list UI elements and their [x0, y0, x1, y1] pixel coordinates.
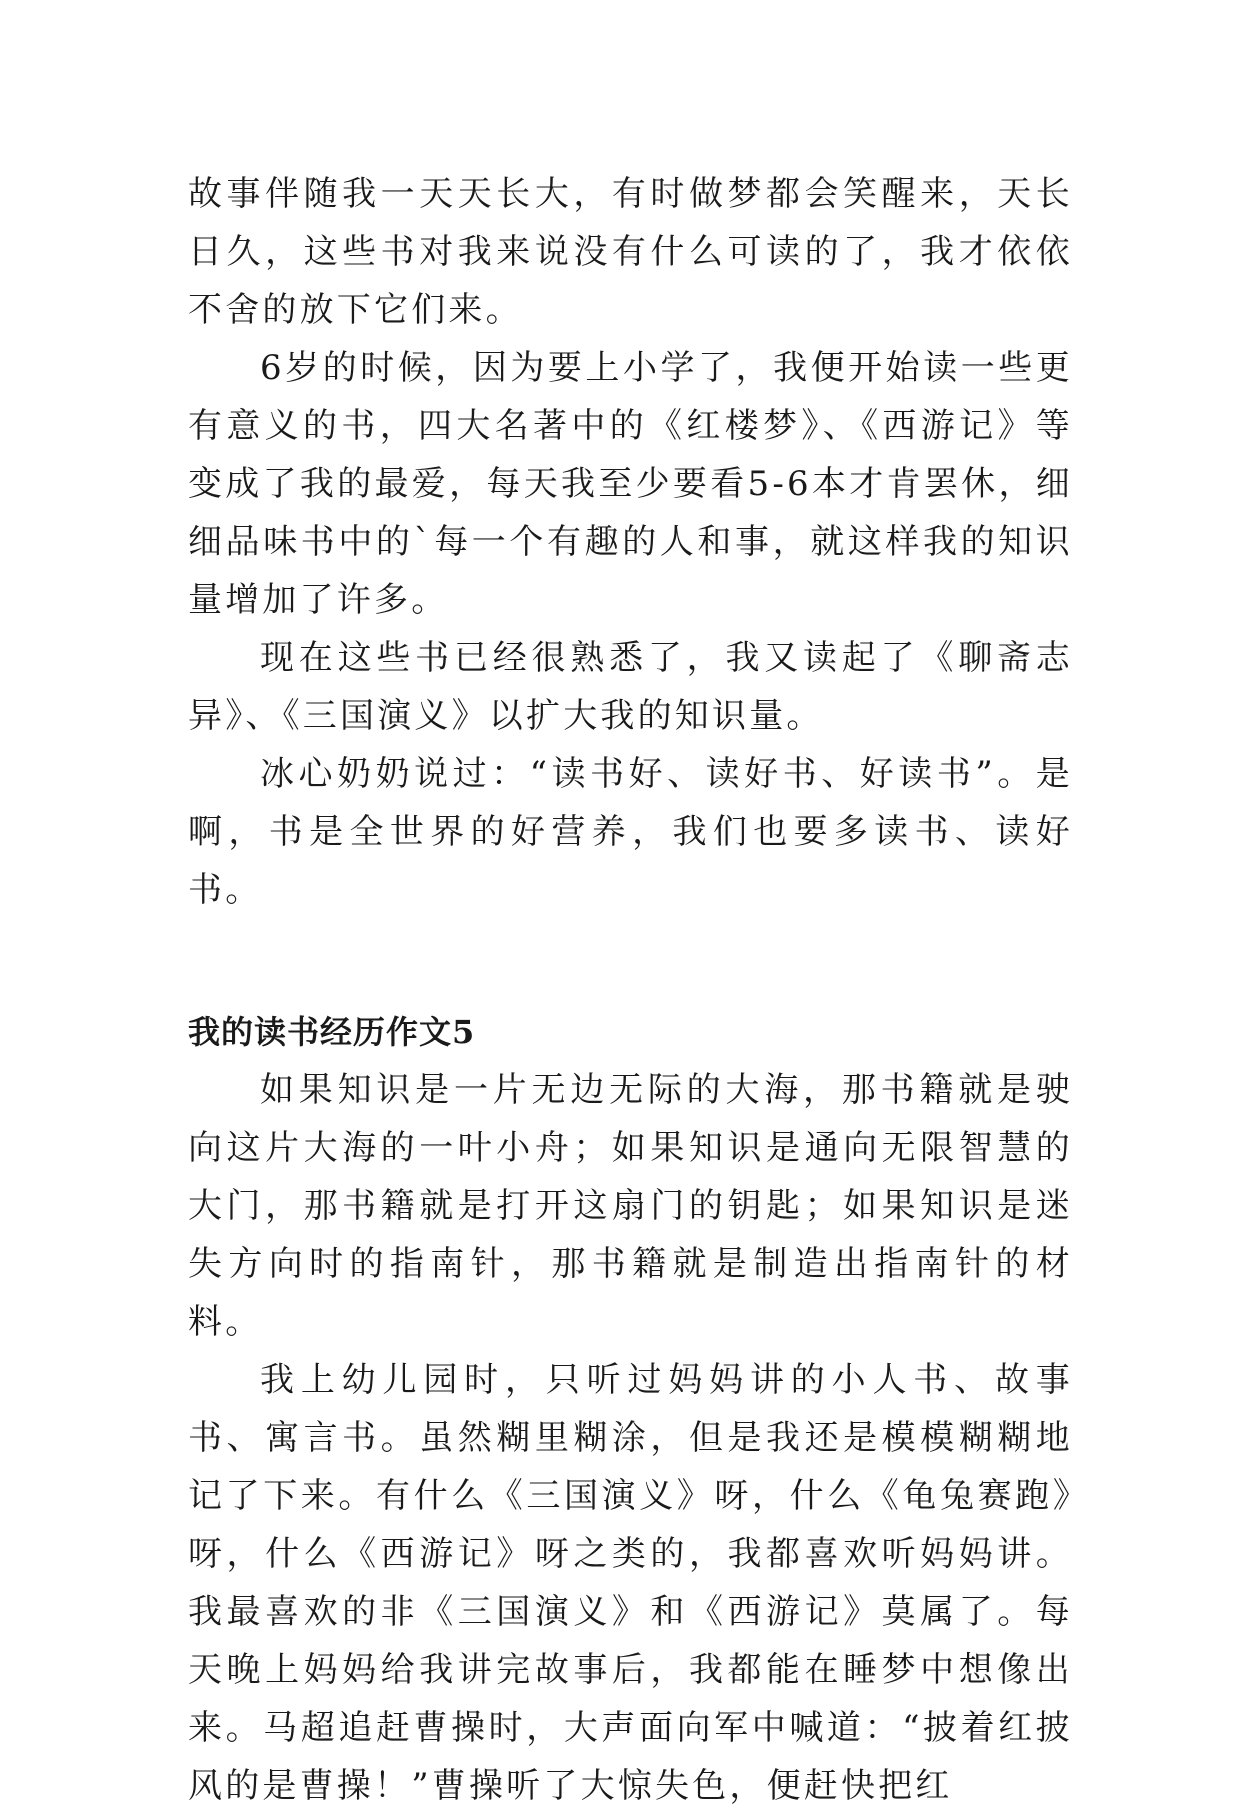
section-title: 我的读书经历作文5 — [188, 1013, 476, 1051]
paragraph-continued: 故事伴随我一天天长大，有时做梦都会笑醒来，天长日久，这些书对我来说没有什么可读的了，我才依依不舍的放下它们来。 — [188, 174, 1073, 330]
paragraph-age-six: 6岁的时候，因为要上小学了，我便开始读一些更有意义的书，四大名著中的《红楼梦》、《西游记》等变成了我的最爱，每天我至少要看5-6本才肯罢休，细细品味书中的`每一个有趣的人和事，就这样我的知识量增加了许多。 — [188, 348, 1073, 620]
paragraph-kindergarten: 我上幼儿园时，只听过妈妈讲的小人书、故事书、寓言书。虽然糊里糊涂，但是我还是模模糊糊地记了下来。有什么《三国演义》呀，什么《龟兔赛跑》呀，什么《西游记》呀之类的，我都喜欢听妈妈讲。我最喜欢的非《三国演义》和《西游记》莫属了。每天晚上妈妈给我讲完故事后，我都能在睡梦中想像出来。马超追赶曹操时，大声面向军中喊道：“披着红披风的是曹操！”曹操听了大惊失色，便赶快把红 — [188, 1360, 1073, 1806]
document-page — [188, 165, 1073, 1815]
paragraph-knowledge: 如果知识是一片无边无际的大海，那书籍就是驶向这片大海的一叶小舟；如果知识是通向无限智慧的大门，那书籍就是打开这扇门的钥匙；如果知识是迷失方向时的指南针，那书籍就是制造出指南针的材料。 — [188, 1070, 1073, 1342]
paragraph-now: 现在这些书已经很熟悉了，我又读起了《聊斋志异》、《三国演义》以扩大我的知识量。 — [188, 638, 1073, 736]
paragraph-quote: 冰心奶奶说过：“读书好、读好书、好读书”。是啊，书是全世界的好营养，我们也要多读书、读好书。 — [188, 754, 1073, 910]
